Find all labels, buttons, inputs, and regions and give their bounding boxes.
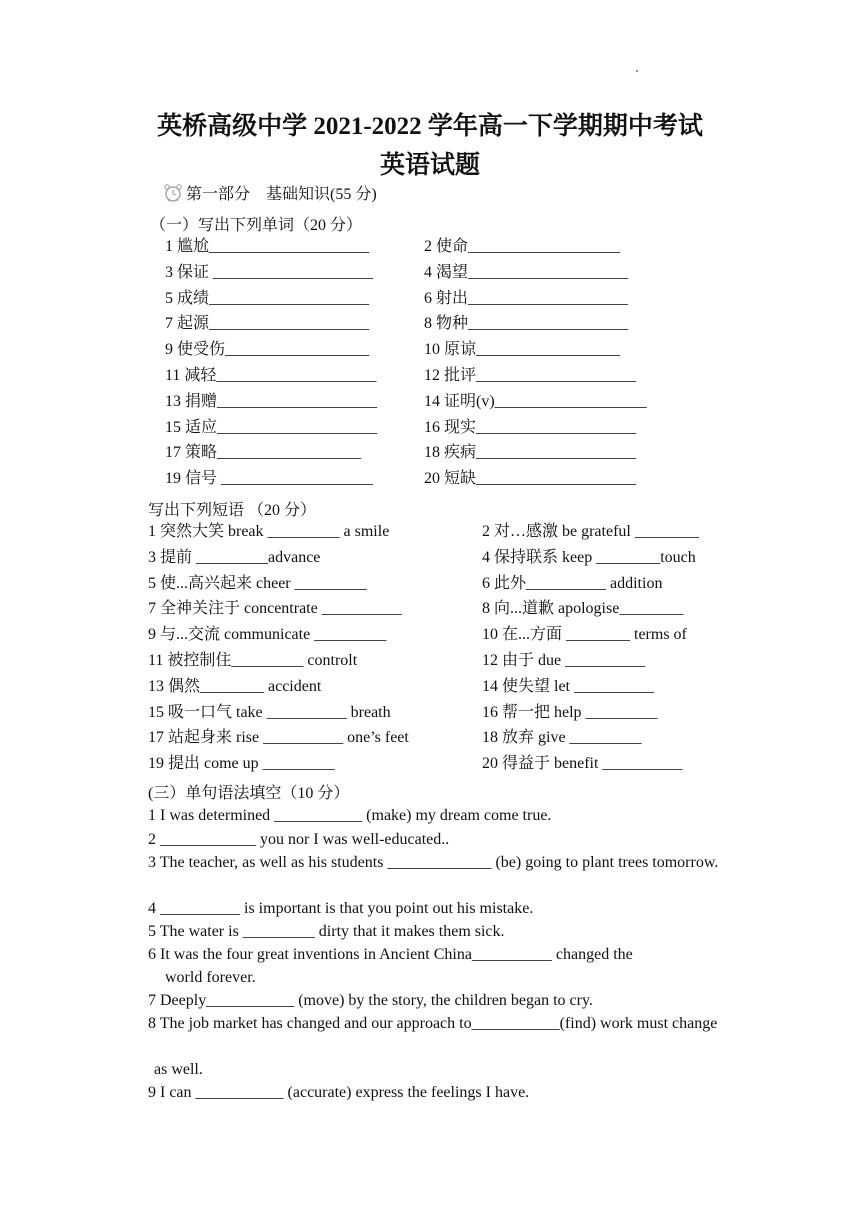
phrase-item-14: 14 使失望 let __________ bbox=[482, 677, 654, 695]
phrase-item-17: 17 站起身来 rise __________ one’s feet bbox=[148, 729, 409, 747]
word-item-5: 5 成绩____________________ bbox=[165, 289, 370, 307]
phrase-item-12: 12 由于 due __________ bbox=[482, 652, 646, 669]
phrase-item-4: 4 保持联系 keep ________touch bbox=[482, 548, 696, 566]
word-item-9: 9 使受伤__________________ bbox=[165, 341, 370, 359]
word-item-19: 19 信号 ___________________ bbox=[165, 470, 374, 488]
word-item-15: 15 适应____________________ bbox=[165, 418, 378, 436]
exam-subtitle: 英语试题 bbox=[379, 152, 480, 179]
phrase-item-10: 10 在...方面 ________ terms of bbox=[482, 626, 687, 644]
word-item-3: 3 保证 ____________________ bbox=[165, 263, 374, 281]
part-heading-text: 第一部分 基础知识(55 分) bbox=[186, 186, 377, 203]
word-item-2: 2 使命___________________ bbox=[424, 238, 621, 255]
phrase-item-7: 7 全神关注于 concentrate __________ bbox=[148, 600, 402, 618]
section3-heading: (三）单句语法填空（10 分） bbox=[148, 785, 350, 802]
word-item-12: 12 批评____________________ bbox=[424, 367, 637, 384]
phrase-item-5: 5 使...高兴起来 cheer _________ bbox=[148, 574, 367, 592]
phrase-item-15: 15 吸一口气 take __________ breath bbox=[148, 703, 391, 721]
section1-heading: （一）写出下列单词（20 分） bbox=[150, 217, 363, 234]
phrase-item-3: 3 提前 _________advance bbox=[148, 548, 321, 566]
phrase-item-1: 1 突然大笑 break _________ a smile bbox=[148, 523, 390, 540]
word-item-6: 6 射出____________________ bbox=[424, 289, 629, 307]
question-8-cont: as well. bbox=[154, 1061, 203, 1078]
phrase-item-13: 13 偶然________ accident bbox=[148, 677, 322, 695]
word-item-20: 20 短缺____________________ bbox=[424, 470, 637, 488]
phrase-item-16: 16 帮一把 help _________ bbox=[482, 703, 658, 721]
question-6: 6 It was the four great inventions in Ancient China__________ changed the bbox=[148, 946, 633, 963]
phrase-item-20: 20 得益于 benefit __________ bbox=[482, 755, 683, 773]
phrase-item-8: 8 向...道歉 apologise________ bbox=[482, 600, 684, 618]
section2-heading: 写出下列短语 （20 分） bbox=[148, 502, 317, 519]
word-item-18: 18 疾病____________________ bbox=[424, 444, 637, 462]
word-item-4: 4 渴望____________________ bbox=[424, 263, 629, 281]
question-5: 5 The water is _________ dirty that it makes them sick. bbox=[148, 923, 505, 940]
alarm-clock-icon bbox=[163, 183, 183, 203]
phrase-item-19: 19 提出 come up _________ bbox=[148, 755, 335, 773]
word-item-7: 7 起源____________________ bbox=[165, 315, 370, 333]
word-item-10: 10 原谅__________________ bbox=[424, 341, 621, 359]
word-item-14: 14 证明(v)___________________ bbox=[424, 392, 647, 410]
question-8: 8 The job market has changed and our approach to___________(find) work must change bbox=[148, 1015, 718, 1032]
word-item-11: 11 减轻____________________ bbox=[165, 367, 377, 384]
word-item-16: 16 现实____________________ bbox=[424, 418, 637, 436]
phrase-item-11: 11 被控制住_________ controlt bbox=[148, 652, 358, 669]
phrase-item-2: 2 对…感激 be grateful ________ bbox=[482, 523, 699, 540]
part-heading bbox=[163, 181, 377, 204]
word-item-13: 13 捐赠____________________ bbox=[165, 392, 378, 410]
phrase-item-6: 6 此外__________ addition bbox=[482, 574, 663, 592]
exam-title: 英桥高级中学 2021-2022 学年高一下学期期中考试 bbox=[157, 113, 703, 140]
word-item-8: 8 物种____________________ bbox=[424, 315, 629, 333]
word-item-1: 1 尴尬____________________ bbox=[165, 238, 370, 255]
question-7: 7 Deeply___________ (move) by the story, the children began to cry. bbox=[148, 992, 593, 1009]
corner-dot bbox=[636, 70, 638, 72]
question-2: 2 ____________ you nor I was well-educated.. bbox=[148, 831, 450, 848]
phrase-item-9: 9 与...交流 communicate _________ bbox=[148, 626, 387, 644]
word-item-17: 17 策略__________________ bbox=[165, 444, 362, 462]
question-6-cont: world forever. bbox=[165, 969, 256, 986]
question-3: 3 The teacher, as well as his students _____________ (be) going to plant trees tomorrow. bbox=[148, 854, 719, 871]
question-1: 1 I was determined ___________ (make) my dream come true. bbox=[148, 807, 552, 824]
question-9: 9 I can ___________ (accurate) express the feelings I have. bbox=[148, 1084, 530, 1101]
question-4: 4 __________ is important is that you point out his mistake. bbox=[148, 900, 534, 917]
phrase-item-18: 18 放弃 give _________ bbox=[482, 729, 642, 747]
